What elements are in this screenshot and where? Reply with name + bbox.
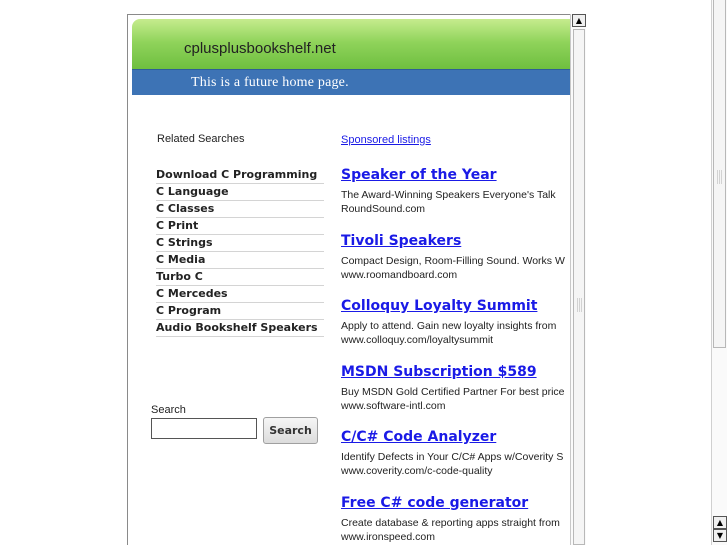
related-search-link[interactable]: C Media [156, 252, 324, 269]
related-search-link[interactable]: C Mercedes [156, 286, 324, 303]
listing-item [341, 363, 572, 429]
listing-url[interactable]: www.ironspeed.com [341, 530, 435, 543]
related-search-link[interactable]: C Classes [156, 201, 324, 218]
frame-scrollbar[interactable] [570, 14, 586, 545]
related-searches-heading: Related Searches [157, 133, 245, 145]
listing-title-link[interactable]: Tivoli Speakers [341, 232, 462, 249]
related-search-link[interactable]: Audio Bookshelf Speakers [156, 320, 324, 337]
listing-description: Compact Design, Room-Filling Sound. Works W [341, 254, 565, 267]
listing-item [341, 494, 572, 545]
listing-item [341, 428, 572, 494]
scroll-up-arrow-icon[interactable]: ▲ [713, 516, 727, 529]
grip-icon [577, 298, 583, 312]
site-header [132, 19, 572, 71]
listing-url[interactable]: www.coverity.com/c-code-quality [341, 465, 493, 477]
listing-title-link[interactable]: Free C# code generator [341, 494, 529, 511]
listing-description: Create database & reporting apps straight from [341, 516, 560, 529]
listing-description: Apply to attend. Gain new loyalty insights from [341, 320, 557, 332]
grip-icon [717, 170, 723, 184]
listing-item [341, 166, 572, 232]
banner-text: This is a future home page. [191, 75, 349, 90]
listing-url[interactable]: www.colloquy.com/loyaltysummit [341, 334, 494, 346]
search-input[interactable] [151, 418, 257, 439]
search-label: Search [151, 404, 186, 416]
listing-description: The Award-Winning Speakers Everyone's Talk [341, 189, 556, 201]
related-search-link[interactable]: C Print [156, 218, 324, 235]
related-search-link[interactable]: C Program [156, 303, 324, 320]
related-searches-list [156, 167, 324, 337]
frame-scrollbar-thumb[interactable] [573, 29, 585, 545]
sponsored-listings [341, 166, 572, 545]
listing-url[interactable]: www.software-intl.com [341, 399, 446, 412]
parked-page-content [128, 15, 572, 545]
related-search-link[interactable]: Turbo C [156, 269, 324, 286]
listing-title-link[interactable]: Speaker of the Year [341, 167, 497, 183]
listing-title-link[interactable]: Colloquy Loyalty Summit [341, 298, 538, 314]
listing-description: Identify Defects in Your C/C# Apps w/Coverity S [341, 451, 564, 463]
listing-title-link[interactable]: MSDN Subscription $589 [341, 363, 537, 380]
sponsored-listings-link[interactable]: Sponsored listings [341, 134, 431, 146]
listing-item [341, 297, 572, 363]
window-scrollbar[interactable] [711, 0, 727, 545]
listing-item [341, 232, 572, 298]
parked-page-frame [127, 14, 586, 545]
scroll-down-arrow-icon[interactable]: ▼ [713, 529, 727, 542]
related-search-link[interactable]: C Language [156, 184, 324, 201]
related-search-link[interactable]: Download C Programming [156, 167, 324, 184]
listing-description: Buy MSDN Gold Certified Partner For best price [341, 385, 565, 398]
window-scrollbar-thumb[interactable] [713, 0, 726, 348]
listing-url[interactable]: www.roomandboard.com [341, 268, 458, 281]
site-title: cplusplusbookshelf.net [184, 40, 336, 57]
listing-url[interactable]: RoundSound.com [341, 203, 426, 215]
future-home-banner [132, 69, 572, 95]
scroll-up-arrow-icon[interactable]: ▲ [572, 14, 586, 27]
search-button[interactable]: Search [263, 417, 318, 444]
related-search-link[interactable]: C Strings [156, 235, 324, 252]
listing-title-link[interactable]: C/C# Code Analyzer [341, 429, 497, 445]
